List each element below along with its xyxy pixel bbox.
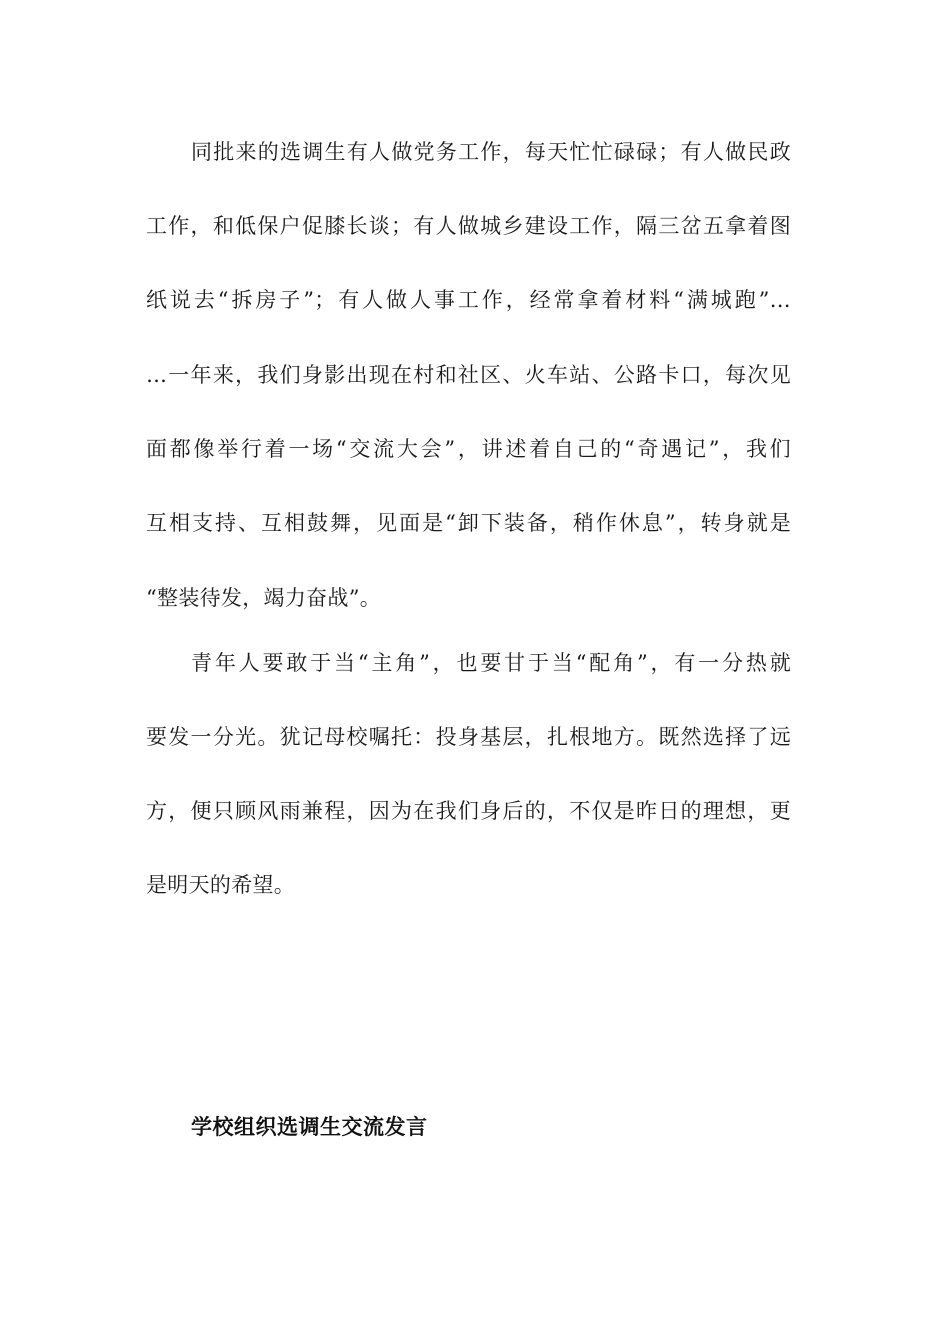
paragraph-line: 工作，和低保户促膝长谈；有人做城乡建设工作，隔三岔五拿着图 (146, 214, 791, 238)
section-heading: 学校组织选调生交流发言 (191, 1115, 428, 1139)
paragraph-line: 面都像举行着一场“交流大会”，讲述着自己的“奇遇记”，我们 (146, 437, 791, 461)
paragraph-line: 同批来的选调生有人做党务工作，每天忙忙碌碌；有人做民政 (191, 140, 791, 164)
paragraph-line: 互相支持、互相鼓舞，见面是“卸下装备，稍作休息”，转身就是 (146, 511, 791, 535)
paragraph-line: 要发一分光。犹记母校嘱托：投身基层，扎根地方。既然选择了远 (146, 725, 791, 749)
paragraph-line: …一年来，我们身影出现在村和社区、火车站、公路卡口，每次见 (146, 363, 791, 387)
paragraph-line: 青年人要敢于当“主角”，也要甘于当“配角”，有一分热就 (191, 651, 791, 675)
paragraph-line: 是明天的希望。 (146, 873, 296, 897)
paragraph-line: 方，便只顾风雨兼程，因为在我们身后的，不仅是昨日的理想，更 (146, 799, 791, 823)
paragraph-line: “整装待发，竭力奋战”。 (146, 586, 382, 610)
paragraph-line: 纸说去“拆房子”；有人做人事工作，经常拿着材料“满城跑”… (146, 288, 791, 312)
